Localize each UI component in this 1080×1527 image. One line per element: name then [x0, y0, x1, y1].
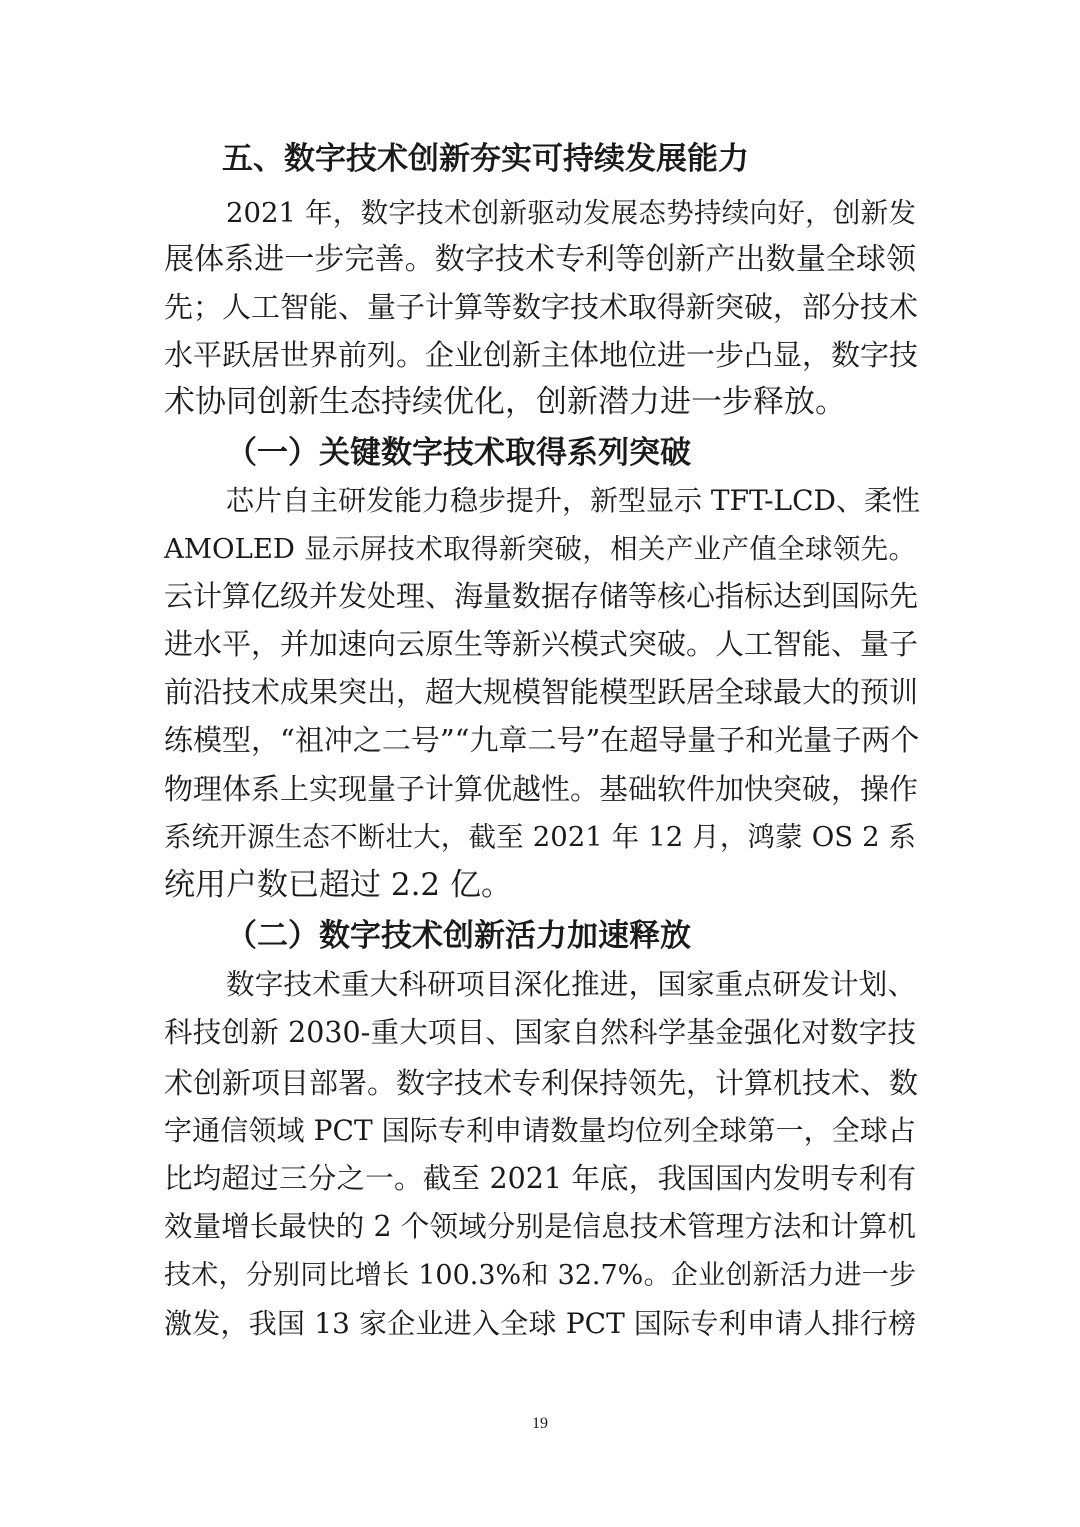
paragraph-line: 字通信领域 PCT 国际专利申请数量均位列全球第一，全球占	[164, 1114, 916, 1147]
section-heading: 五、数字技术创新夯实可持续发展能力	[222, 141, 749, 177]
paragraph-line: 水平跃居世界前列。企业创新主体地位进一步凸显，数字技	[164, 338, 919, 372]
paragraph-line: 系统开源生态不断壮大，截至 2021 年 12 月，鸿蒙 OS 2 系	[164, 821, 916, 853]
paragraph-line: 先；人工智能、量子计算等数字技术取得新突破，部分技术	[164, 290, 919, 324]
paragraph-line: 科技创新 2030-重大项目、国家自然科学基金强化对数字技	[164, 1016, 916, 1049]
paragraph-line: 效量增长最快的 2 个领域分别是信息技术管理方法和计算机	[164, 1210, 916, 1243]
paragraph-line: 技术，分别同比增长 100.3%和 32.7%。企业创新活力进一步	[164, 1260, 916, 1291]
paragraph-line: 进水平，并加速向云原生等新兴模式突破。人工智能、量子	[164, 627, 919, 661]
paragraph-line: 练模型，“祖冲之二号”“九章二号”在超导量子和光量子两个	[164, 723, 920, 757]
paragraph-line: 物理体系上实现量子计算优越性。基础软件加快突破，操作	[164, 772, 919, 806]
paragraph-line: AMOLED 显示屏技术取得新突破，相关产业产值全球领先。	[164, 533, 916, 565]
paragraph-line: 数字技术重大科研项目深化推进，国家重点研发计划、	[226, 968, 916, 1001]
paragraph-line: 云计算亿级并发处理、海量数据存储等核心指标达到国际先	[164, 579, 919, 613]
paragraph-line: 前沿技术成果突出，超大规模智能模型跃居全球最大的预训	[164, 675, 919, 709]
subsection-heading: （二）数字技术创新活力加速释放	[226, 918, 691, 954]
paragraph-line: 术创新项目部署。数字技术专利保持领先，计算机技术、数	[164, 1066, 919, 1100]
paragraph-line: 术协同创新生态持续优化，创新潜力进一步释放。	[164, 384, 846, 420]
page-number: 19	[532, 1415, 548, 1432]
paragraph-line: 统用户数已超过 2.2 亿。	[164, 867, 513, 903]
subsection-heading: （一）关键数字技术取得系列突破	[226, 435, 691, 471]
paragraph-line: 比均超过三分之一。截至 2021 年底，我国国内发明专利有	[164, 1162, 916, 1195]
paragraph-line: 激发，我国 13 家企业进入全球 PCT 国际专利申请人排行榜	[164, 1307, 916, 1340]
paragraph-line: 2021 年，数字技术创新驱动发展态势持续向好，创新发	[226, 197, 916, 229]
paragraph-line: 展体系进一步完善。数字技术专利等创新产出数量全球领	[164, 242, 916, 277]
paragraph-line: 芯片自主研发能力稳步提升，新型显示 TFT-LCD、柔性	[226, 484, 921, 517]
